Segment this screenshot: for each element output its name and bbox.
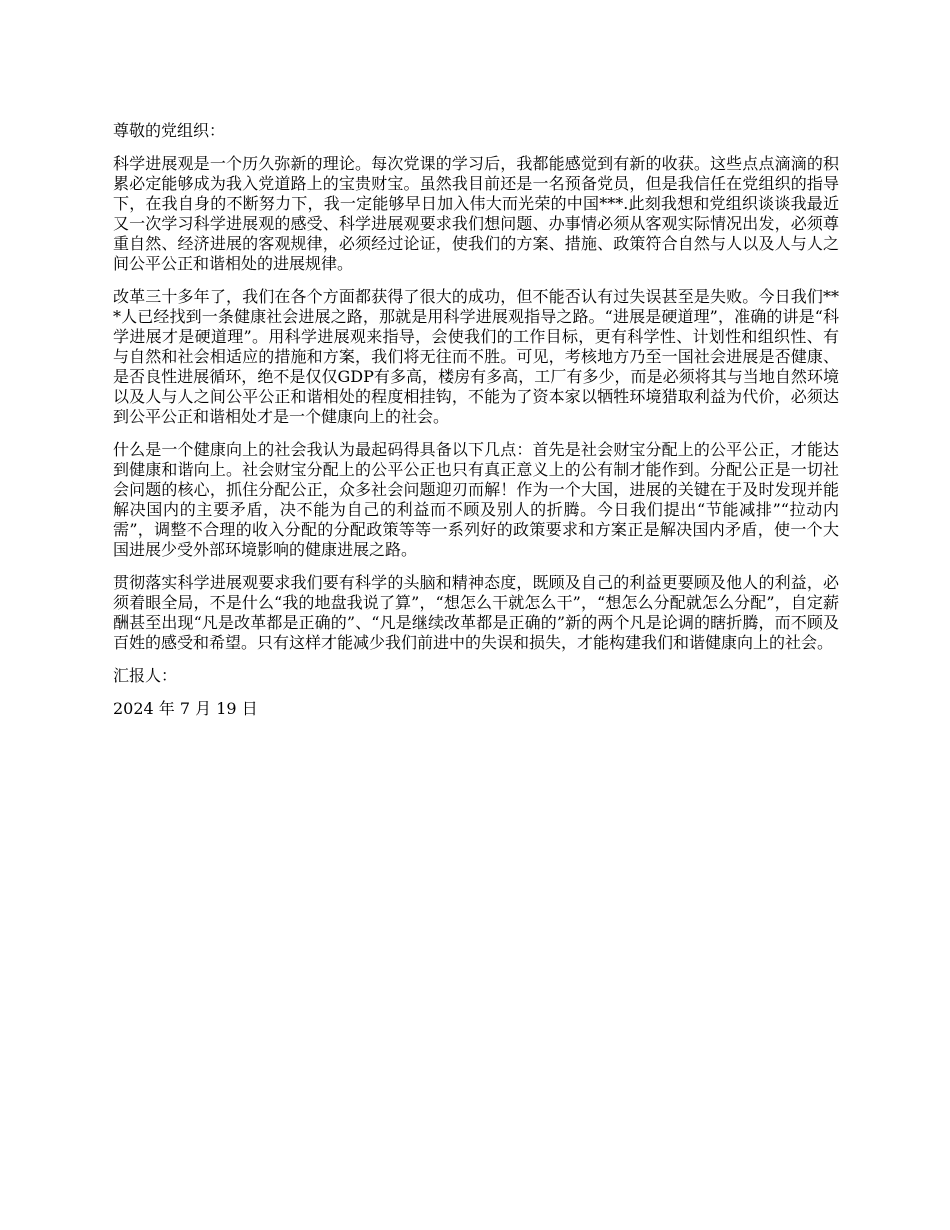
letter-document <box>113 121 839 732</box>
report-date: 2024 年 7 月 19 日 <box>113 699 258 718</box>
body-paragraph-1: 科学进展观是一个历久弥新的理论。每次党课的学习后，我都能感觉到有新的收获。这些点点滴滴的积累必定能够成为我入党道路上的宝贵财宝。虽然我目前还是一名预备党员，但是我信任在党组织的指导下，在我自身的不断努力下，我一定能够早日加入伟大而光荣的中国***.此刻我想和党组织谈谈我最近又一次学习科学进展观的感受、科学进展观要求我们想问题、办事情必须从客观实际情况出发，必须尊重自然、经济进展的客观规律，必须经过论证，使我们的方案、措施、政策符合自然与人以及人与人之间公平公正和谐相处的进展规律。 <box>113 154 839 273</box>
body-paragraph-3: 什么是一个健康向上的社会我认为最起码得具备以下几点：首先是社会财宝分配上的公平公正，才能达到健康和谐向上。社会财宝分配上的公平公正也只有真正意义上的公有制才能作到。分配公正是一切社会问题的核心，抓住分配公正，众多社会问题迎刃而解！作为一个大国，进展的关键在于及时发现并能解决国内的主要矛盾，决不能为自己的利益而不顾及别人的折腾。今日我们提出“节能减排”“拉动内需”，调整不合理的收入分配的分配政策等等一系列好的政策要求和方案正是解决国内矛盾，使一个大国进展少受外部环境影响的健康进展之路。 <box>113 440 839 559</box>
body-paragraph-4: 贯彻落实科学进展观要求我们要有科学的头脑和精神态度，既顾及自己的利益更要顾及他人的利益，必须着眼全局，不是什么“我的地盘我说了算”，“想怎么干就怎么干”，“想怎么分配就怎么分配”，自定薪酬甚至出现“凡是改革都是正确的”、“凡是继续改革都是正确的”新的两个凡是论调的瞎折腾，而不顾及百姓的感受和希望。只有这样才能减少我们前进中的失误和损失，才能构建我们和谐健康向上的社会。 <box>113 573 839 652</box>
salutation: 尊敬的党组织： <box>113 121 226 140</box>
reporter-label: 汇报人： <box>113 666 178 685</box>
body-paragraph-2: 改革三十多年了，我们在各个方面都获得了很大的成功，但不能否认有过失误甚至是失败。今日我们***人已经找到一条健康社会进展之路，那就是用科学进展观指导之路。“进展是硬道理”，准确的讲是“科学进展才是硬道理”。用科学进展观来指导，会使我们的工作目标，更有科学性、计划性和组织性、有与自然和社会相适应的措施和方案，我们将无往而不胜。可见，考核地方乃至一国社会进展是否健康、是否良性进展循环，绝不是仅仅GDP有多高，楼房有多高，工厂有多少，而是必须将其与当地自然环境以及人与人之间公平公正和谐相处的程度相挂钩，不能为了资本家以牺牲环境猎取利益为代价，必须达到公平公正和谐相处才是一个健康向上的社会。 <box>113 287 839 426</box>
